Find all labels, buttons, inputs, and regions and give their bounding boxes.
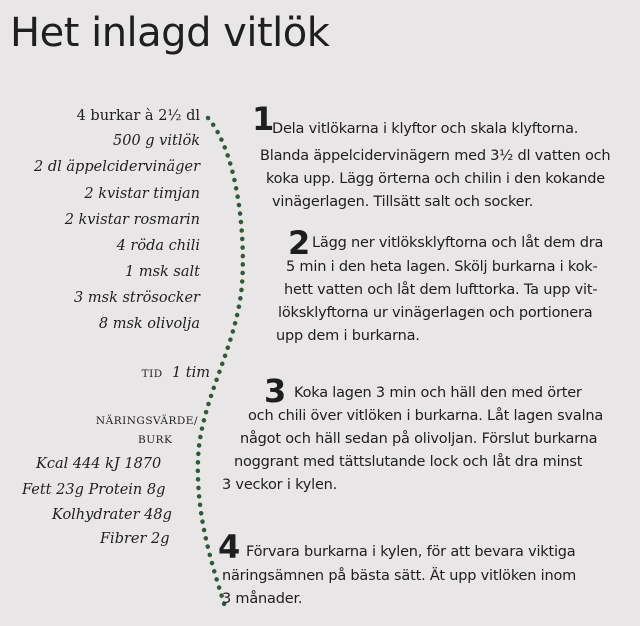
ingredient-item: 2 dl äppelcidervinäger [34,159,200,175]
ingredient-item: 4 burkar à 2½ dl [76,108,200,124]
step-line: löksklyftorna ur vinägerlagen och portionera [278,305,593,321]
step-1-text [272,118,640,141]
time-value: 1 tim [171,365,210,381]
recipe-title: Het inlagd vitlök [10,10,330,56]
nutrition-row: Kolhydrater 48g [52,507,172,523]
step-line: koka upp. Lägg örterna och chilin i den kokande [266,171,605,187]
step-line: Lägg ner vitlöksklyftorna och låt dem dra [312,235,604,251]
nutrition-row: Fibrer 2g [100,531,170,547]
step-3-text [294,382,640,405]
step-line: 5 min i den heta lagen. Skölj burkarna i kok- [286,259,598,275]
time-label: TID [141,368,163,380]
ingredient-item: 500 g vitlök [113,133,200,149]
step-number: 2 [288,224,311,262]
nutrition-heading-line: NÄRINGSVÄRDE/ [95,415,198,427]
step-line: Blanda äppelcidervinägern med 3½ dl vatten och [260,148,611,164]
step-2-text [312,232,640,255]
step-number: 3 [264,372,287,410]
step-line: Koka lagen 3 min och häll den med örter [294,385,582,401]
step-number: 1 [252,100,275,138]
step-line: något och häll sedan på olivoljan. Förslut burkarna [240,431,598,447]
nutrition-heading-line: BURK [138,434,173,446]
step-line: hett vatten och låt dem lufttorka. Ta upp vit- [284,282,598,298]
step-3-text-cont [222,405,640,497]
step-1-text-cont [260,145,640,214]
step-line: och chili över vitlöken i burkarna. Låt lagen svalna [248,408,604,424]
step-2-text-cont [276,256,640,348]
step-line: vinägerlagen. Tillsätt salt och socker. [272,194,534,210]
step-4-text-cont [222,565,622,611]
nutrition-row: Fett 23g Protein 8g [22,482,166,498]
step-line: upp dem i burkarna. [276,328,420,344]
step-line: noggrant med tättslutande lock och låt dra minst [234,454,583,470]
step-line: 3 månader. [222,591,303,607]
ingredient-item: 8 msk olivolja [98,316,200,332]
ingredient-item: 4 röda chili [116,238,200,254]
step-line: näringsämnen på bästa sätt. Ät upp vitlöken inom [222,568,577,584]
step-4-text [246,541,640,564]
ingredient-item: 3 msk strösocker [74,290,200,306]
step-line: Förvara burkarna i kylen, för att bevara viktiga [246,544,576,560]
step-number: 4 [218,528,241,566]
nutrition-row: Kcal 444 kJ 1870 [36,456,162,472]
ingredient-item: 2 kvistar rosmarin [64,212,200,228]
step-line: Dela vitlökarna i klyftor och skala klyftorna. [272,121,579,137]
ingredient-item: 1 msk salt [125,264,200,280]
ingredient-item: 2 kvistar timjan [84,186,200,202]
step-line: 3 veckor i kylen. [222,477,338,493]
